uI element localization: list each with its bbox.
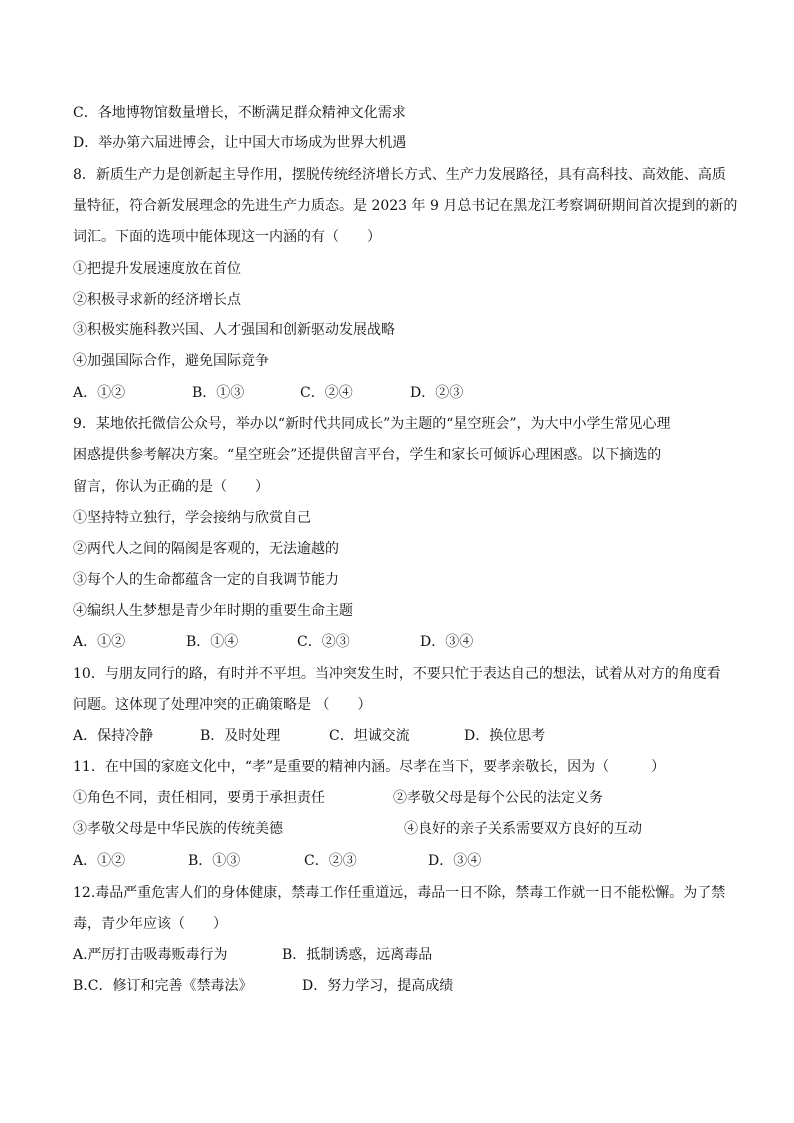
q11-option-d: D．③④ <box>428 853 482 869</box>
question-8-statement: ①把提升发展速度放在首位 <box>73 261 241 277</box>
question-11-statement: ②孝敬父母是每个公民的法定义务 <box>393 790 603 806</box>
question-8-stem: 量特征，符合新发展理念的先进生产力质态。是 2023 年 9 月总书记在黑龙江考察调研期间首次提到的新的 <box>73 198 738 214</box>
q8-option-d: D．②③ <box>410 385 464 401</box>
question-9-statement: ③每个人的生命都蕴含一定的自我调节能力 <box>73 572 339 588</box>
question-9-statement: ④编织人生梦想是青少年时期的重要生命主题 <box>73 603 353 619</box>
question-10-stem: 10．与朋友同行的路，有时并不平坦。当冲突发生时，不要只忙于表达自己的想法，试着从对方的角度看 <box>73 666 721 682</box>
q9-option-c: C．②③ <box>297 634 350 650</box>
question-10-stem: 问题。这体现了处理冲突的正确策略是 （ ） <box>73 697 372 713</box>
question-11-stem: 11．在中国的家庭文化中，“孝”是重要的精神内涵。尽孝在当下，要孝亲敬长，因为（ ） <box>73 759 666 775</box>
question-12-stem: 毒，青少年应该（ ） <box>73 916 227 932</box>
question-9-stem: 困惑提供参考解决方案。“星空班会”还提供留言平台，学生和家长可倾诉心理困惑。以下摘选的 <box>73 447 662 463</box>
q12-option-d: D．努力学习，提高成绩 <box>302 978 454 994</box>
question-9-stem: 留言，你认为正确的是（ ） <box>73 479 269 495</box>
question-11-statement: ③孝敬父母是中华民族的传统美德 <box>73 821 283 837</box>
q8-option-c: C．②④ <box>300 385 353 401</box>
question-9-stem: 9．某地依托微信公众号，举办以“新时代共同成长”为主题的“星空班会”，为大中小学生常见心理 <box>73 416 671 432</box>
q9-option-b: B．①④ <box>186 634 239 650</box>
question-8-stem: 8．新质生产力是创新起主导作用，摆脱传统经济增长方式、生产力发展路径，具有高科技、高效能、高质 <box>73 167 726 183</box>
q10-option-b: B．及时处理 <box>200 728 281 744</box>
q12-option-c: B.C．修订和完善《禁毒法》 <box>73 978 253 994</box>
question-11-statement: ①角色不同，责任相同，要勇于承担责任 <box>73 790 325 806</box>
q12-option-a: A.严厉打击吸毒贩毒行为 <box>73 947 228 963</box>
question-8-stem: 词汇。下面的选项中能体现这一内涵的有（ ） <box>73 229 381 245</box>
q11-option-b: B．①③ <box>188 853 241 869</box>
q9-option-d: D．③④ <box>420 634 474 650</box>
question-8-statement: ②积极寻求新的经济增长点 <box>73 292 241 308</box>
question-11-statement: ④良好的亲子关系需要双方良好的互动 <box>404 821 642 837</box>
q10-option-a: A．保持冷静 <box>73 728 154 744</box>
q8-option-b: B．①③ <box>192 385 245 401</box>
q9-option-a: A．①② <box>73 634 126 650</box>
q11-option-a: A．①② <box>73 853 126 869</box>
q10-option-c: C．坦诚交流 <box>329 728 410 744</box>
option-line-c: C．各地博物馆数量增长，不断满足群众精神文化需求 <box>73 105 406 121</box>
question-12-stem: 12.毒品严重危害人们的身体健康，禁毒工作任重道远，毒品一日不除，禁毒工作就一日不能松懈。为了禁 <box>73 885 726 901</box>
option-line-d: D．举办第六届进博会，让中国大市场成为世界大机遇 <box>73 135 407 151</box>
question-8-statement: ③积极实施科教兴国、人才强国和创新驱动发展战略 <box>73 322 395 338</box>
question-9-statement: ①坚持特立独行，学会接纳与欣赏自己 <box>73 510 311 526</box>
q11-option-c: C．②③ <box>304 853 357 869</box>
question-9-statement: ②两代人之间的隔阂是客观的，无法逾越的 <box>73 541 339 557</box>
question-8-statement: ④加强国际合作，避免国际竞争 <box>73 353 269 369</box>
q12-option-b: B．抵制诱惑，远离毒品 <box>282 947 433 963</box>
q10-option-d: D．换位思考 <box>464 728 546 744</box>
q8-option-a: A．①② <box>73 385 126 401</box>
